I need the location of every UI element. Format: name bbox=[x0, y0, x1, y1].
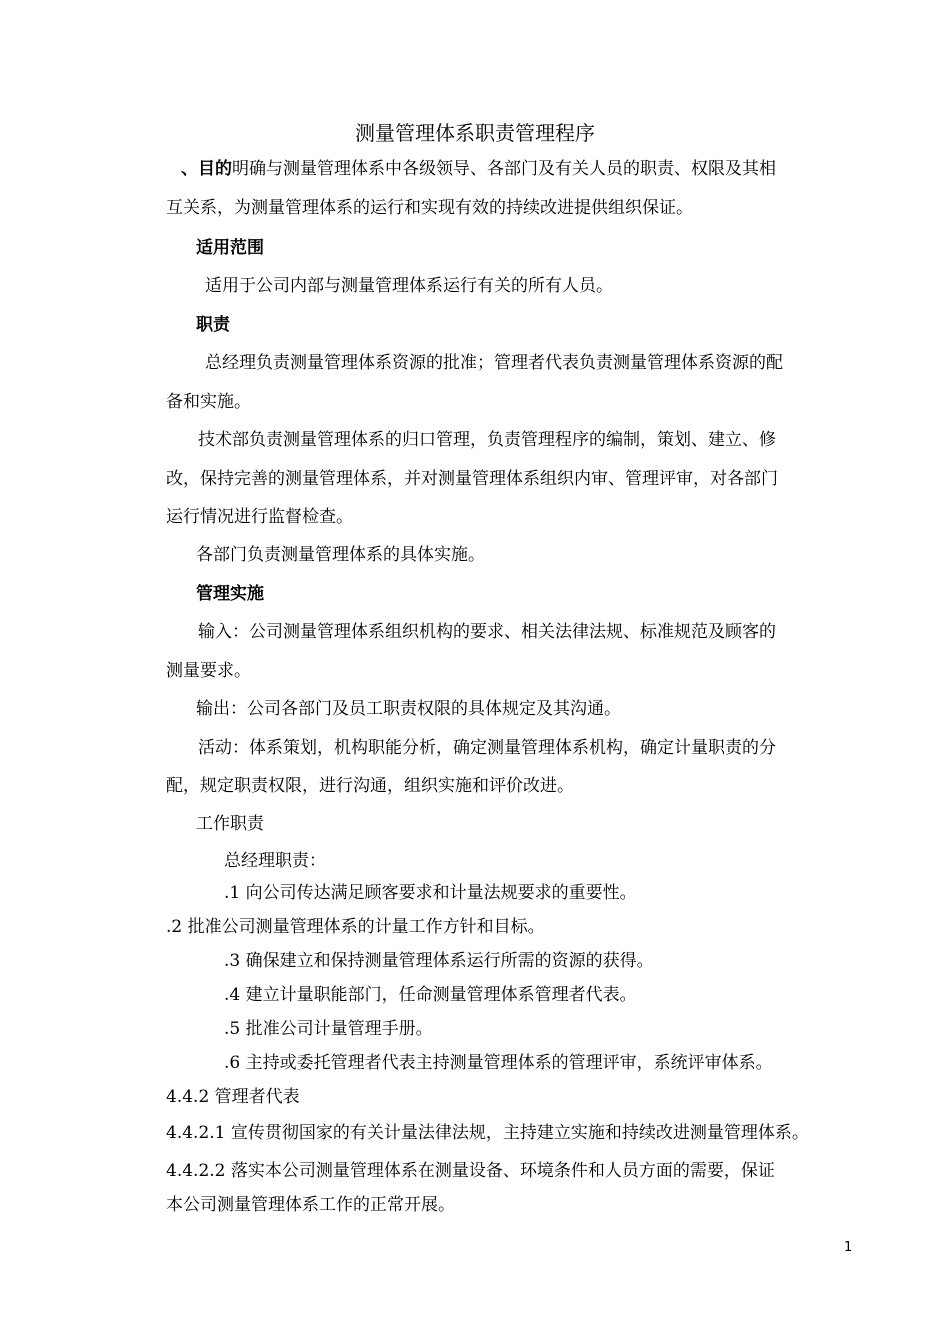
activity-line2: 配，规定职责权限，进行沟通，组织实施和评价改进。 bbox=[166, 776, 574, 796]
activity-line1: 活动：体系策划，机构职能分析，确定测量管理体系机构，确定计量职责的分 bbox=[198, 738, 776, 758]
input-line2: 测量要求。 bbox=[166, 661, 251, 681]
document-title: 测量管理体系职责管理程序 bbox=[355, 121, 595, 145]
purpose-paragraph bbox=[181, 157, 901, 181]
impl-heading: 管理实施 bbox=[196, 584, 264, 604]
section-4-4-2-1: 4.4.2.1 宣传贯彻国家的有关计量法律法规，主持建立实施和持续改进测量管理体系。 bbox=[166, 1123, 809, 1143]
duty-tech-line2: 改，保持完善的测量管理体系，并对测量管理体系组织内审、管理评审，对各部门 bbox=[166, 469, 778, 489]
input-line1: 输入：公司测量管理体系组织机构的要求、相关法律法规、标准规范及顾客的 bbox=[198, 622, 776, 642]
purpose-label: 、目的 bbox=[181, 159, 232, 179]
gm-duty-item-1: .1 向公司传达满足顾客要求和计量法规要求的重要性。 bbox=[224, 883, 637, 903]
gm-duty-item-5: .5 批准公司计量管理手册。 bbox=[224, 1019, 433, 1039]
gm-duty-heading: 总经理职责： bbox=[224, 851, 326, 871]
purpose-text: 明确与测量管理体系中各级领导、各部门及有关人员的职责、权限及其相 bbox=[232, 159, 776, 179]
purpose-continuation: 互关系，为测量管理体系的运行和实现有效的持续改进提供组织保证。 bbox=[166, 198, 693, 218]
page-number: 1 bbox=[844, 1240, 853, 1255]
gm-duty-item-6: .6 主持或委托管理者代表主持测量管理体系的管理评审，系统评审体系。 bbox=[224, 1053, 773, 1073]
duty-tech-line3: 运行情况进行监督检查。 bbox=[166, 507, 353, 527]
gm-duty-item-3: .3 确保建立和保持测量管理体系运行所需的资源的获得。 bbox=[224, 951, 654, 971]
scope-heading: 适用范围 bbox=[196, 238, 264, 258]
gm-duty-item-2: .2 批准公司测量管理体系的计量工作方针和目标。 bbox=[166, 917, 545, 937]
duty-dept: 各部门负责测量管理体系的具体实施。 bbox=[196, 545, 485, 565]
scope-text: 适用于公司内部与测量管理体系运行有关的所有人员。 bbox=[205, 276, 613, 296]
gm-duty-item-4: .4 建立计量职能部门，任命测量管理体系管理者代表。 bbox=[224, 985, 637, 1005]
section-4-4-2-2-line2: 本公司测量管理体系工作的正常开展。 bbox=[166, 1195, 455, 1215]
duty-gm-line1: 总经理负责测量管理体系资源的批准；管理者代表负责测量管理体系资源的配 bbox=[205, 353, 783, 373]
work-duty-heading: 工作职责 bbox=[196, 814, 264, 834]
section-4-4-2: 4.4.2 管理者代表 bbox=[166, 1087, 300, 1107]
duty-tech-line1: 技术部负责测量管理体系的归口管理，负责管理程序的编制，策划、建立、修 bbox=[198, 430, 776, 450]
duty-gm-line2: 备和实施。 bbox=[166, 392, 251, 412]
output-line: 输出：公司各部门及员工职责权限的具体规定及其沟通。 bbox=[196, 699, 621, 719]
duty-heading: 职责 bbox=[196, 315, 230, 335]
section-4-4-2-2-line1: 4.4.2.2 落实本公司测量管理体系在测量设备、环境条件和人员方面的需要，保证 bbox=[166, 1161, 775, 1181]
